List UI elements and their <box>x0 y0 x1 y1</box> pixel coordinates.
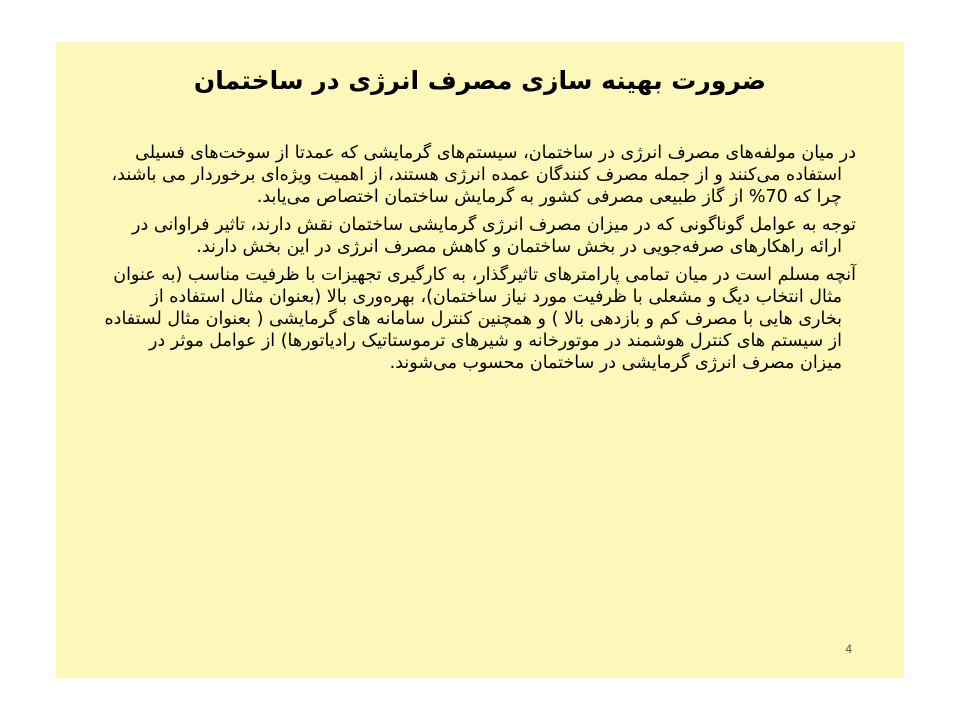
slide-title: ضرورت بهینه سازی مصرف انرژی در ساختمان <box>193 66 767 95</box>
paragraph-energy-factors: توجه به عوامل گوناگونی که در میزان مصرف انرژی گرمایشی ساختمان نقش دارند، تاثیر فراوانی در ارائه راهکارهای صرفه‌جویی در بخش ساختمان و کاهش مصرف انرژی در این بخش دارند. <box>132 215 856 257</box>
page-number: 4 <box>845 642 852 656</box>
slide-body <box>104 142 856 380</box>
paragraph-heating-systems: در میان مولفه‌های مصرف انرژی در ساختمان، سیستم‌های گرمایشی که عمدتا از سوخت‌های فسیلی استفاده می‌کنند و از جمله مصرف کنندگان عمده انرژی هستند، از اهمیت ویژه‌ای برخوردار می باشند، چرا که 70% از گاز طبیعی مصرفی کشور به گرمایش ساختمان اختصاص می‌یابد. <box>111 143 856 207</box>
slide <box>56 42 904 678</box>
paragraph-effective-parameters: آنچه مسلم است در میان تمامی پارامترهای تاثیرگذار، به کارگیری تجهیزات با ظرفیت مناسب (به عنوان مثال انتخاب دیگ و مشعلی با ظرفیت مورد نیاز ساختمان)، بهره‌وری بالا (بعنوان مثال استفاده از بخاری هایی با مصرف کم و بازدهی بالا ) و همچنین کنترل سامانه های گرمایشی ( بعنوان مثال لستفاده از سیستم های کنترل هوشمند در موتورخانه و شیرهای ترموستاتیک رادیاتورها) از عوامل موثر در میزان مصرف انرژی گرمایشی در ساختمان محسوب می‌شوند. <box>104 265 856 373</box>
